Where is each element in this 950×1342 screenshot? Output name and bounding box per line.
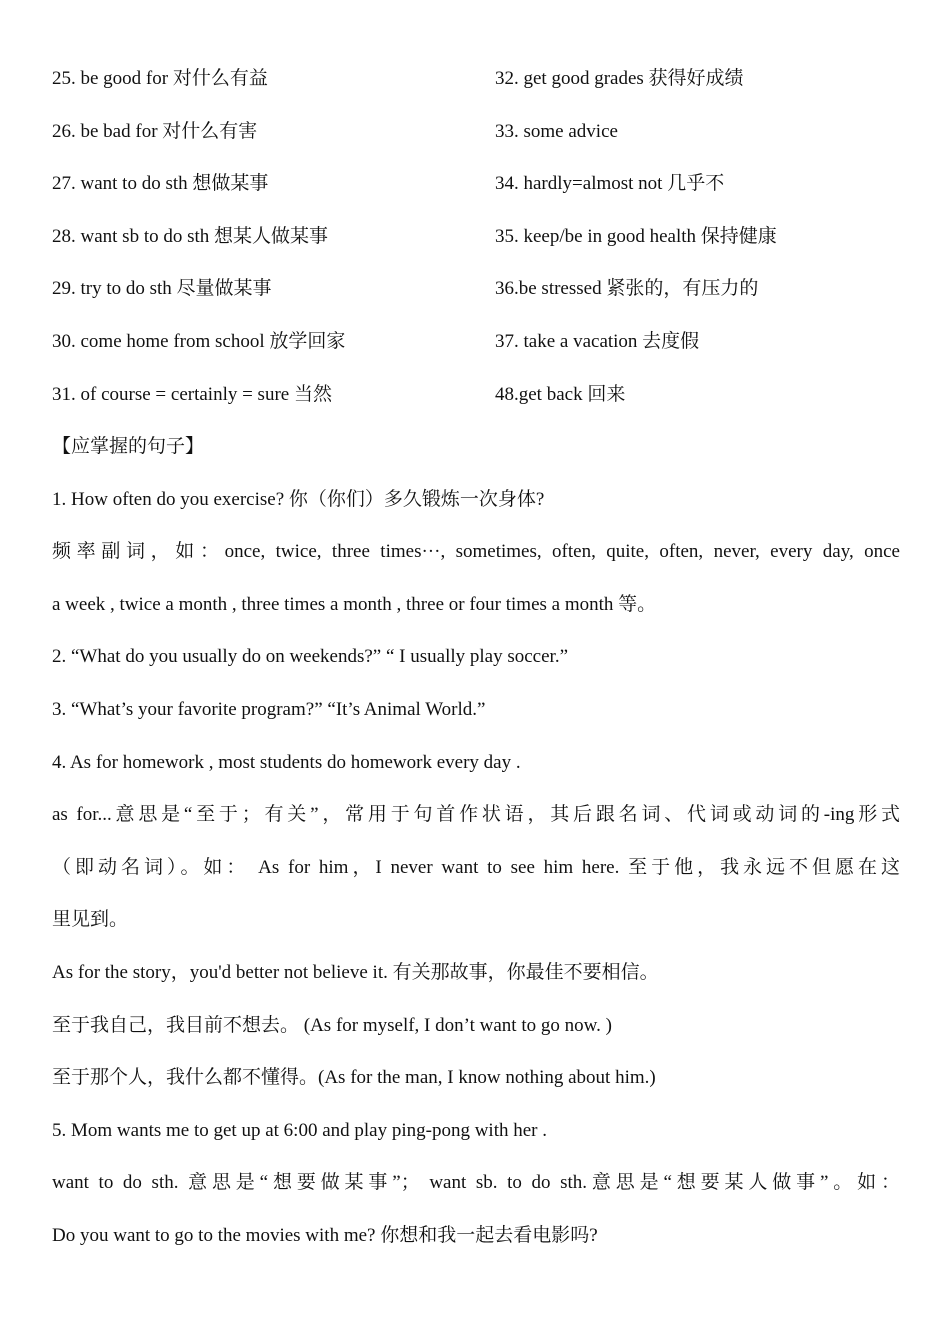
sentence-2: 2. “What do you usually do on weekends?” “ I usually play soccer.”: [52, 646, 569, 668]
note-line: want to do sth. 意思是“想要做某事”； want sb. to do sth.意思是“想要某人做事”。如：: [52, 1172, 900, 1194]
example-line: Do you want to go to the movies with me? 你想和我一起去看电影吗?: [52, 1224, 598, 1246]
note-line: as for...意思是“至于；有关”，常用于句首作状语，其后跟名词、代词或动词的-ing形式: [52, 804, 900, 826]
vocab-row: [52, 167, 912, 220]
vocab-row: [52, 378, 912, 431]
example-line: 至于我自己，我目前不想去。 (As for myself, I don’t want to go now. ): [52, 1014, 612, 1036]
vocab-item: 30. come home from school 放学回家: [52, 330, 346, 352]
example-line: As for the story，you'd better not believe it. 有关那故事，你最佳不要相信。: [52, 961, 659, 983]
vocab-item: 48.get back 回来: [495, 383, 626, 405]
note-line: a week , twice a month , three times a month , three or four times a month 等。: [52, 593, 657, 615]
example-line: 至于那个人，我什么都不懂得。(As for the man, I know nothing about him.): [52, 1067, 656, 1089]
vocab-item: 27. want to do sth 想做某事: [52, 173, 269, 195]
vocab-item: 25. be good for 对什么有益: [52, 68, 268, 89]
note-line: （即动名词）。如： As for him，I never want to see him here. 至于他，我永远不但愿在这: [52, 856, 900, 878]
sentence-5: 5. Mom wants me to get up at 6:00 and play ping-pong with her .: [52, 1119, 547, 1141]
sentence-3: 3. “What’s your favorite program?” “It’s Animal World.”: [52, 698, 486, 720]
vocab-item: 28. want sb to do sth 想某人做某事: [52, 225, 329, 247]
vocab-item: 32. get good grades 获得好成绩: [495, 68, 744, 89]
vocab-row: [52, 272, 912, 325]
vocab-item: 35. keep/be in good health 保持健康: [495, 225, 777, 247]
vocab-item: 29. try to do sth 尽量做某事: [52, 278, 272, 300]
vocab-item: 33. some advice: [495, 120, 618, 142]
vocab-row: [52, 62, 912, 115]
sentence-4: 4. As for homework , most students do homework every day .: [52, 751, 521, 773]
vocab-row: [52, 115, 912, 168]
vocabulary-list: [52, 62, 912, 430]
sentence-1: 1. How often do you exercise? 你（你们）多久锻炼一次身体?: [52, 488, 545, 510]
vocab-item: 26. be bad for 对什么有害: [52, 120, 258, 142]
section-heading: 【应掌握的句子】: [52, 436, 205, 457]
vocab-row: [52, 220, 912, 273]
sentences-section: [52, 430, 900, 1272]
vocab-item: 34. hardly=almost not 几乎不: [495, 173, 725, 195]
vocab-item: 31. of course = certainly = sure 当然: [52, 383, 332, 405]
vocab-item: 37. take a vacation 去度假: [495, 330, 700, 352]
vocab-item: 36.be stressed 紧张的，有压力的: [495, 278, 759, 300]
note-line: 里见到。: [52, 909, 129, 931]
vocab-row: [52, 325, 912, 378]
note-line: 频率副词，如：once, twice, three times···, sometimes, often, quite, often, never, every day, once: [52, 541, 900, 563]
